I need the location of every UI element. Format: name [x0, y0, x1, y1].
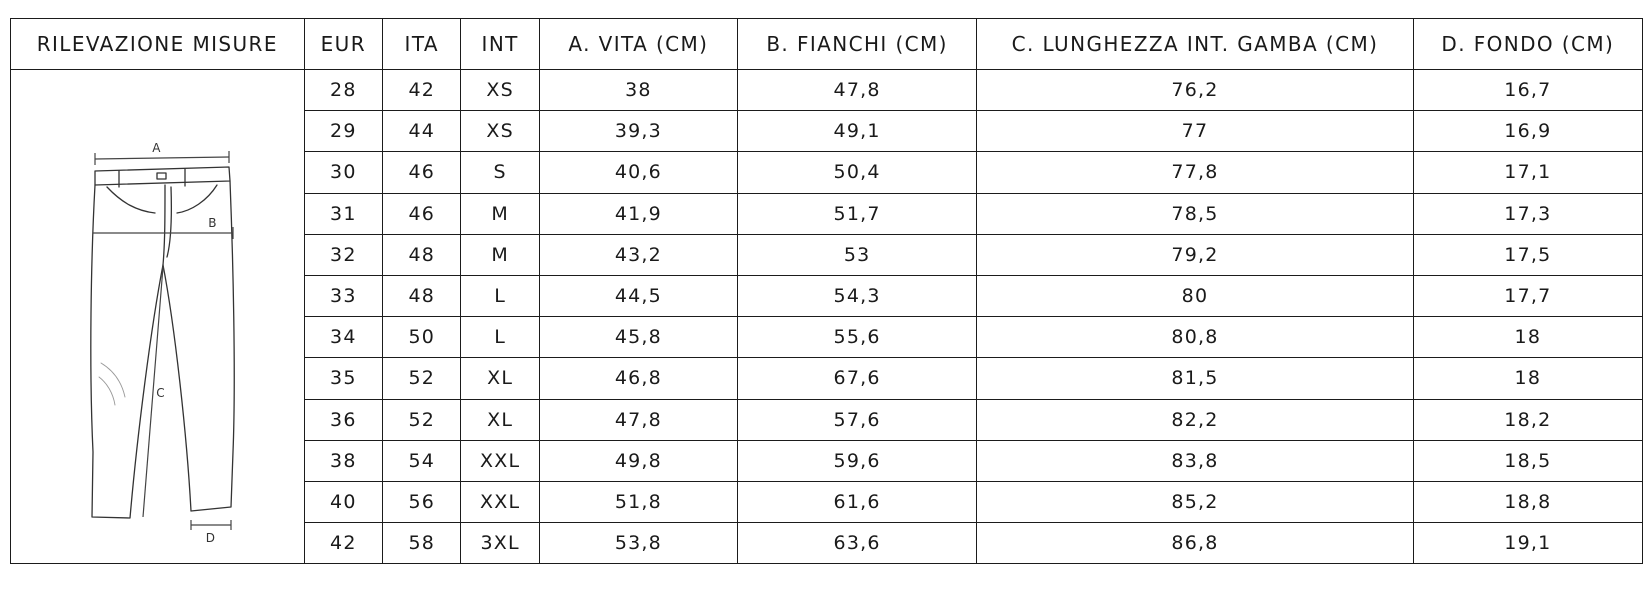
header-ita: ITA [383, 19, 461, 70]
cell-vita: 45,8 [539, 317, 737, 358]
cell-vita: 39,3 [539, 111, 737, 152]
cell-fianchi: 61,6 [737, 481, 976, 522]
header-fondo: D. FONDO (CM) [1413, 19, 1642, 70]
cell-int: XXL [461, 440, 539, 481]
header-eur: EUR [304, 19, 382, 70]
cell-gamba: 76,2 [977, 70, 1413, 111]
cell-fondo: 16,7 [1413, 70, 1642, 111]
cell-fianchi: 51,7 [737, 193, 976, 234]
cell-int: L [461, 275, 539, 316]
cell-gamba: 81,5 [977, 358, 1413, 399]
cell-eur: 35 [304, 358, 382, 399]
cell-int: S [461, 152, 539, 193]
cell-int: 3XL [461, 523, 539, 564]
cell-eur: 38 [304, 440, 382, 481]
cell-eur: 28 [304, 70, 382, 111]
cell-fondo: 17,7 [1413, 275, 1642, 316]
cell-gamba: 80,8 [977, 317, 1413, 358]
pants-diagram-cell [11, 70, 305, 564]
cell-fondo: 18,2 [1413, 399, 1642, 440]
cell-fianchi: 50,4 [737, 152, 976, 193]
cell-int: XS [461, 111, 539, 152]
cell-vita: 47,8 [539, 399, 737, 440]
cell-gamba: 86,8 [977, 523, 1413, 564]
cell-fondo: 18,5 [1413, 440, 1642, 481]
cell-fianchi: 55,6 [737, 317, 976, 358]
diagram-label-d: D [206, 530, 217, 545]
cell-vita: 46,8 [539, 358, 737, 399]
cell-gamba: 78,5 [977, 193, 1413, 234]
cell-gamba: 77 [977, 111, 1413, 152]
cell-eur: 29 [304, 111, 382, 152]
table-body [11, 70, 1643, 564]
cell-fondo: 18,8 [1413, 481, 1642, 522]
cell-gamba: 77,8 [977, 152, 1413, 193]
cell-int: XS [461, 70, 539, 111]
cell-vita: 44,5 [539, 275, 737, 316]
cell-int: M [461, 193, 539, 234]
header-rilevazione-misure: RILEVAZIONE MISURE [11, 19, 305, 70]
cell-ita: 56 [383, 481, 461, 522]
cell-fondo: 18 [1413, 317, 1642, 358]
cell-eur: 31 [304, 193, 382, 234]
header-fianchi: B. FIANCHI (CM) [737, 19, 976, 70]
cell-ita: 52 [383, 358, 461, 399]
cell-vita: 40,6 [539, 152, 737, 193]
cell-fianchi: 59,6 [737, 440, 976, 481]
diagram-label-a: A [152, 140, 163, 155]
cell-int: L [461, 317, 539, 358]
header-row [11, 19, 1643, 70]
cell-fianchi: 54,3 [737, 275, 976, 316]
size-chart-table [10, 18, 1643, 564]
cell-int: M [461, 234, 539, 275]
cell-fianchi: 63,6 [737, 523, 976, 564]
cell-eur: 32 [304, 234, 382, 275]
cell-fondo: 17,1 [1413, 152, 1642, 193]
cell-ita: 46 [383, 152, 461, 193]
cell-gamba: 83,8 [977, 440, 1413, 481]
cell-fianchi: 49,1 [737, 111, 976, 152]
cell-ita: 54 [383, 440, 461, 481]
pants-diagram-icon [67, 107, 247, 545]
cell-vita: 49,8 [539, 440, 737, 481]
cell-ita: 48 [383, 234, 461, 275]
cell-eur: 40 [304, 481, 382, 522]
cell-int: XL [461, 399, 539, 440]
diagram-label-c: C [156, 385, 167, 400]
cell-ita: 48 [383, 275, 461, 316]
header-vita: A. VITA (CM) [539, 19, 737, 70]
cell-ita: 44 [383, 111, 461, 152]
cell-ita: 50 [383, 317, 461, 358]
cell-int: XXL [461, 481, 539, 522]
cell-vita: 51,8 [539, 481, 737, 522]
cell-ita: 58 [383, 523, 461, 564]
cell-fondo: 17,5 [1413, 234, 1642, 275]
cell-eur: 42 [304, 523, 382, 564]
cell-gamba: 79,2 [977, 234, 1413, 275]
cell-vita: 43,2 [539, 234, 737, 275]
cell-ita: 52 [383, 399, 461, 440]
cell-fondo: 19,1 [1413, 523, 1642, 564]
cell-fondo: 16,9 [1413, 111, 1642, 152]
cell-gamba: 85,2 [977, 481, 1413, 522]
cell-eur: 30 [304, 152, 382, 193]
header-int: INT [461, 19, 539, 70]
header-lunghezza-gamba: C. LUNGHEZZA INT. GAMBA (CM) [977, 19, 1413, 70]
cell-gamba: 82,2 [977, 399, 1413, 440]
cell-vita: 53,8 [539, 523, 737, 564]
cell-vita: 38 [539, 70, 737, 111]
cell-fondo: 18 [1413, 358, 1642, 399]
cell-int: XL [461, 358, 539, 399]
cell-eur: 36 [304, 399, 382, 440]
cell-vita: 41,9 [539, 193, 737, 234]
cell-gamba: 80 [977, 275, 1413, 316]
cell-eur: 33 [304, 275, 382, 316]
diagram-label-b: B [208, 215, 219, 230]
cell-fianchi: 57,6 [737, 399, 976, 440]
table-row [11, 70, 1643, 111]
cell-eur: 34 [304, 317, 382, 358]
cell-ita: 42 [383, 70, 461, 111]
cell-fondo: 17,3 [1413, 193, 1642, 234]
cell-fianchi: 53 [737, 234, 976, 275]
cell-ita: 46 [383, 193, 461, 234]
cell-fianchi: 47,8 [737, 70, 976, 111]
cell-fianchi: 67,6 [737, 358, 976, 399]
